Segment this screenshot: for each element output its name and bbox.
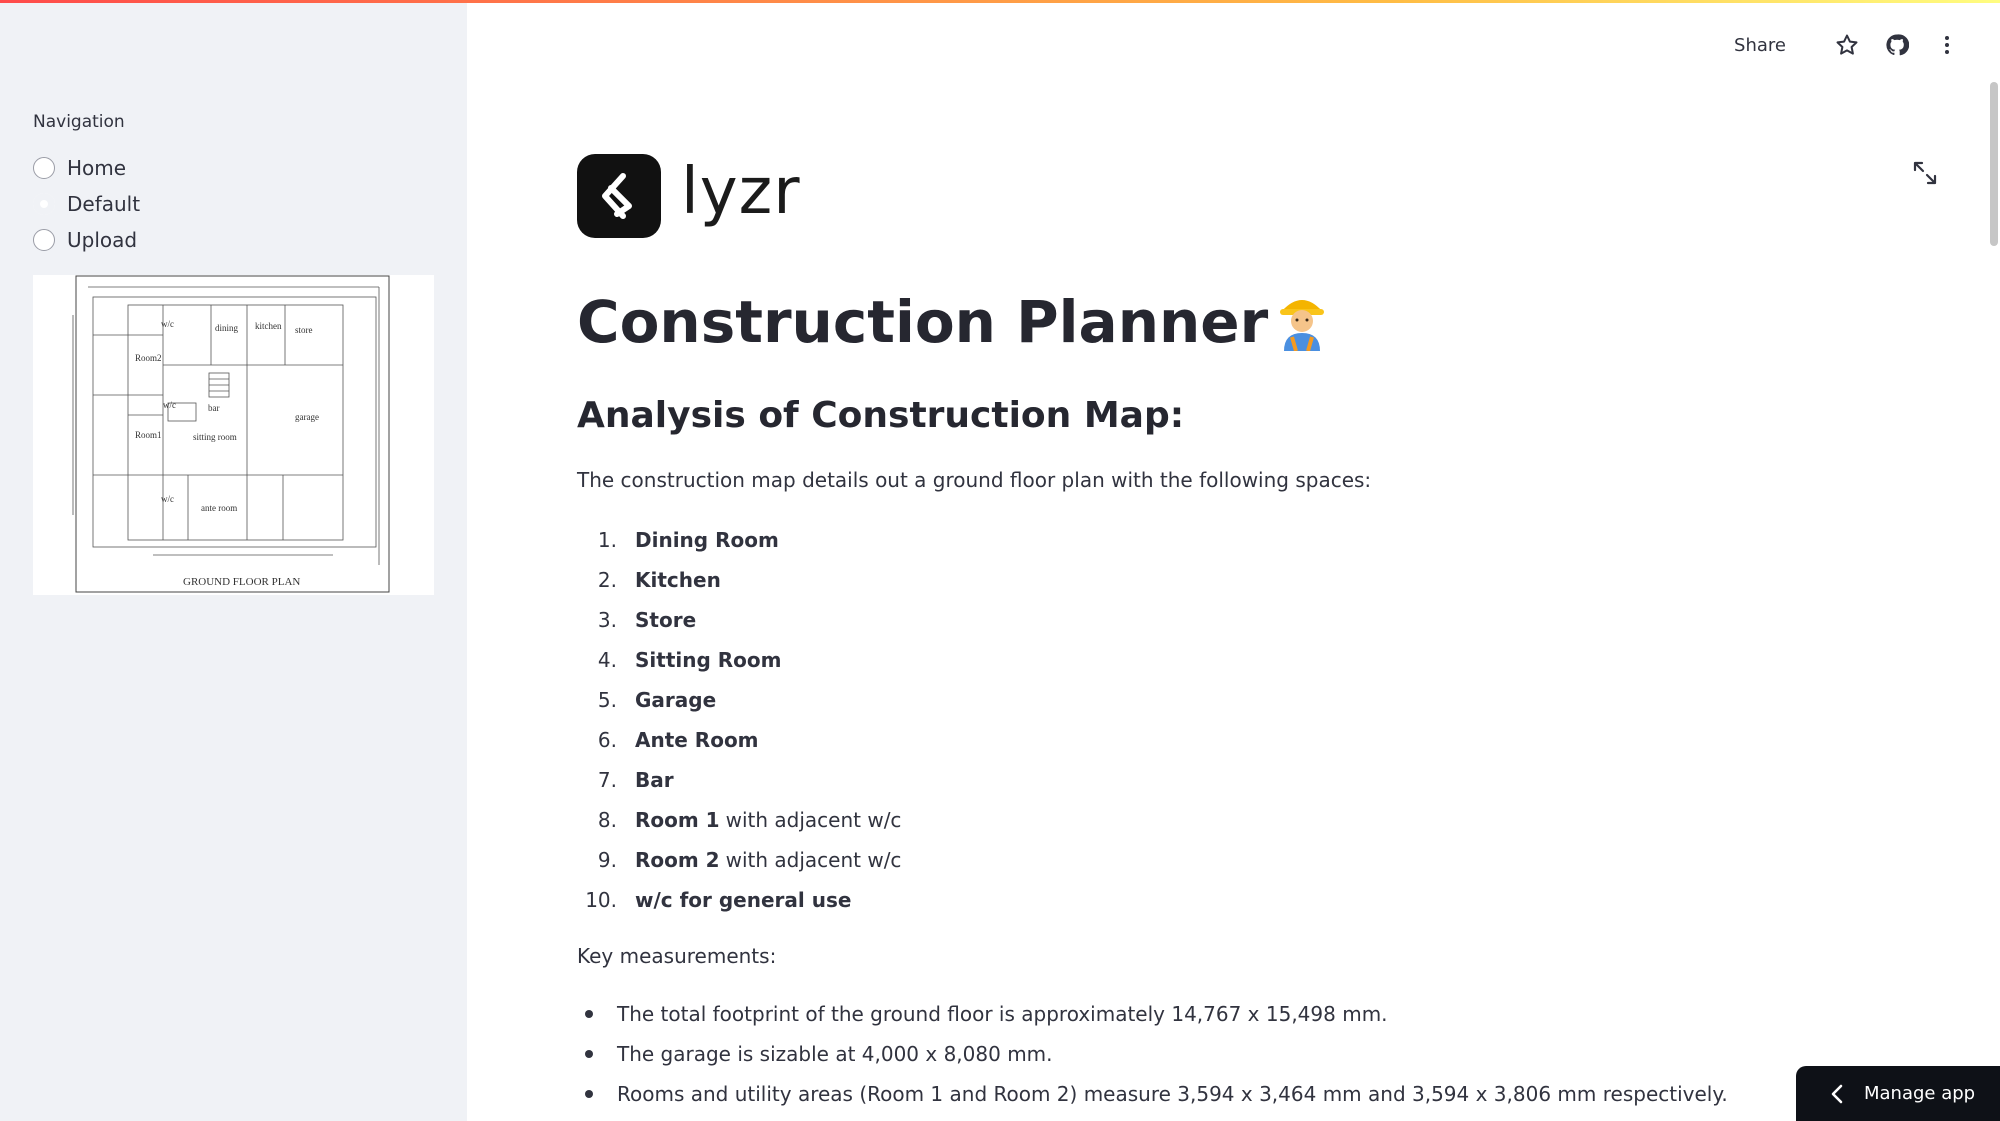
list-item — [577, 840, 901, 880]
header-actions — [1734, 32, 1960, 58]
list-item — [577, 1074, 1728, 1114]
floor-plan-image — [33, 275, 434, 595]
intro-paragraph: The construction map details out a ground floor plan with the following spaces: — [577, 468, 1372, 492]
list-number: 8. — [597, 808, 617, 832]
floor-plan-room-label: bar — [208, 403, 220, 413]
list-number: 6. — [597, 728, 617, 752]
radio-option-home[interactable] — [33, 150, 140, 186]
measurements-list — [577, 994, 1728, 1114]
floor-plan-room-label: sitting room — [193, 432, 237, 442]
floor-plan-room-label: garage — [295, 412, 319, 422]
space-note: with adjacent w/c — [725, 808, 902, 832]
floor-plan-room-label: dining — [215, 323, 239, 333]
space-name: Garage — [635, 688, 717, 712]
manage-app-label: Manage app — [1864, 1083, 1976, 1104]
floor-plan-room-label: ante room — [201, 503, 238, 513]
space-name: Store — [635, 608, 697, 632]
floor-plan-drawing — [33, 275, 434, 595]
space-note: with adjacent w/c — [725, 848, 902, 872]
fullscreen-expand-icon[interactable] — [1912, 160, 1938, 186]
bullet-icon — [585, 1050, 593, 1058]
lyzr-logo-text: lyzr — [681, 155, 801, 229]
more-vertical-icon[interactable] — [1934, 32, 1960, 58]
list-number: 5. — [597, 688, 617, 712]
space-name: Dining Room — [635, 528, 779, 552]
space-name: w/c for general use — [635, 888, 852, 912]
floor-plan-room-label: Room2 — [135, 353, 162, 363]
key-measurements-heading: Key measurements: — [577, 944, 777, 968]
list-number: 7. — [597, 768, 617, 792]
spaces-list — [577, 520, 901, 920]
lyzr-logo — [577, 154, 801, 238]
floor-plan-caption: GROUND FLOOR PLAN — [183, 576, 301, 588]
radio-option-default[interactable] — [33, 186, 140, 222]
space-name: Room 2 — [635, 848, 720, 872]
page-title-text: Construction Planner — [577, 288, 1269, 356]
list-number: 10. — [585, 888, 617, 912]
section-heading: Analysis of Construction Map: — [577, 395, 1185, 436]
list-item — [577, 680, 901, 720]
space-name: Sitting Room — [635, 648, 782, 672]
measurement-text: Rooms and utility areas (Room 1 and Room 2) measure 3,594 x 3,464 mm and 3,594 x 3,806 mm respectively. — [617, 1082, 1728, 1106]
radio-button-selected[interactable] — [33, 193, 55, 215]
list-item — [577, 800, 901, 840]
space-name: Ante Room — [635, 728, 759, 752]
top-decoration-bar — [0, 0, 2000, 3]
sidebar — [0, 0, 467, 1121]
list-number: 9. — [597, 848, 617, 872]
list-item — [577, 640, 901, 680]
lyzr-logo-icon — [577, 154, 661, 238]
list-item — [577, 994, 1728, 1034]
radio-label: Home — [67, 156, 127, 180]
list-number: 4. — [597, 648, 617, 672]
list-number: 1. — [597, 528, 617, 552]
measurement-text: The total footprint of the ground floor is approximately 14,767 x 15,498 mm. — [617, 1002, 1388, 1026]
measurement-text: The garage is sizable at 4,000 x 8,080 mm. — [617, 1042, 1053, 1066]
list-number: 2. — [597, 568, 617, 592]
radio-label: Upload — [67, 228, 138, 252]
floor-plan-room-label: w/c — [161, 494, 174, 504]
scrollbar-thumb[interactable] — [1990, 82, 1998, 246]
github-icon[interactable] — [1884, 32, 1910, 58]
bullet-icon — [585, 1010, 593, 1018]
radio-button[interactable] — [33, 229, 55, 251]
bullet-icon — [585, 1090, 593, 1098]
list-item — [577, 720, 901, 760]
star-icon[interactable] — [1834, 32, 1860, 58]
navigation-radio-group — [33, 150, 140, 258]
radio-button[interactable] — [33, 157, 55, 179]
space-name: Kitchen — [635, 568, 721, 592]
construction-worker-icon — [1278, 289, 1326, 351]
list-item — [577, 560, 901, 600]
floor-plan-room-label: w/c — [163, 400, 176, 410]
list-item — [577, 520, 901, 560]
space-name: Bar — [635, 768, 674, 792]
floor-plan-room-label: w/c — [161, 319, 174, 329]
list-item — [577, 880, 901, 920]
navigation-label: Navigation — [33, 112, 125, 132]
floor-plan-room-label: kitchen — [255, 321, 282, 331]
radio-label: Default — [67, 192, 141, 216]
list-item — [577, 1034, 1728, 1074]
list-item — [577, 600, 901, 640]
page-title — [577, 288, 1326, 357]
share-button[interactable]: Share — [1734, 34, 1786, 56]
radio-option-upload[interactable] — [33, 222, 140, 258]
chevron-left-icon — [1830, 1084, 1844, 1104]
floor-plan-room-label: store — [295, 325, 313, 335]
list-number: 3. — [597, 608, 617, 632]
manage-app-button[interactable] — [1796, 1066, 2000, 1121]
floor-plan-room-label: Room1 — [135, 430, 162, 440]
list-item — [577, 760, 901, 800]
space-name: Room 1 — [635, 808, 720, 832]
